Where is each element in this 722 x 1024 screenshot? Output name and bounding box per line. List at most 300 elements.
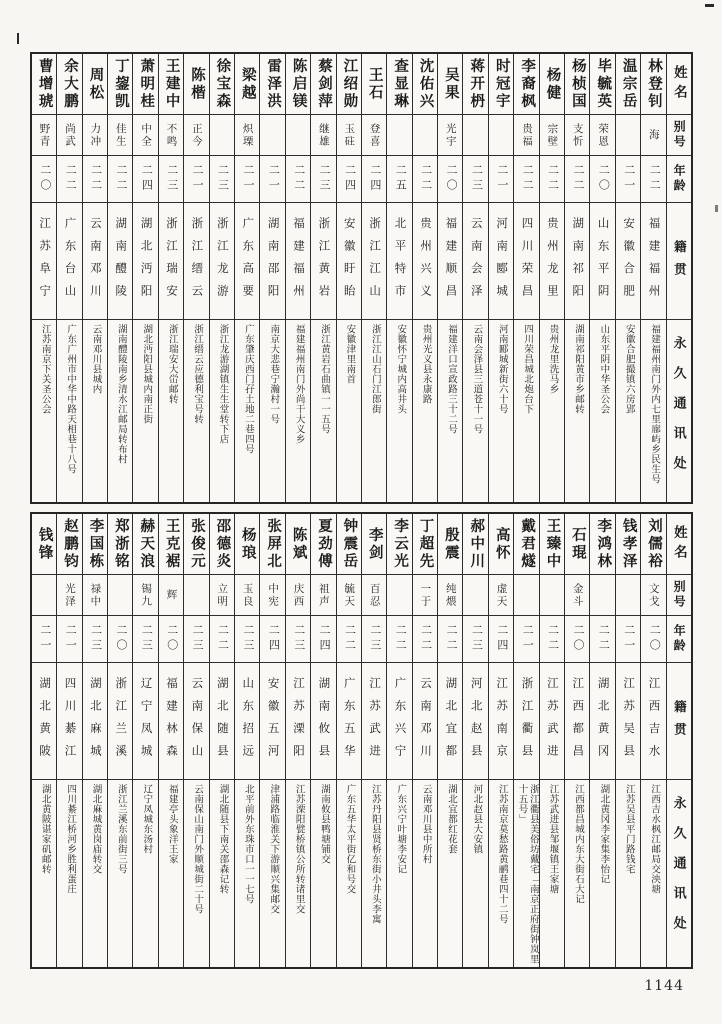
person-alias: 立明 xyxy=(210,575,234,616)
person-column xyxy=(107,514,132,967)
person-column xyxy=(132,514,157,967)
person-column xyxy=(82,514,107,967)
person-alias: 文戈 xyxy=(641,575,665,616)
person-native: 江苏武进 xyxy=(540,663,564,780)
person-column xyxy=(107,54,132,502)
person-alias: 宗壁 xyxy=(540,115,564,156)
person-address: 江苏南京莫愁路黄鹂巷四十二号 xyxy=(496,784,507,924)
person-column xyxy=(412,514,437,967)
person-column xyxy=(462,514,487,967)
person-column xyxy=(386,54,411,502)
person-column xyxy=(56,514,81,967)
person-native: 贵州兴义 xyxy=(413,203,437,320)
person-native: 福建顺昌 xyxy=(438,203,462,320)
person-alias xyxy=(210,115,234,156)
person-native: 浙江龙游 xyxy=(210,203,234,320)
person-alias: 炽瑮 xyxy=(235,115,259,156)
person-age: 二四 xyxy=(362,156,386,203)
person-column xyxy=(158,514,183,967)
person-column xyxy=(615,514,640,967)
person-alias: 庆西 xyxy=(286,575,310,616)
person-native: 湖北麻城 xyxy=(83,663,107,780)
person-age: 二二 xyxy=(108,156,132,203)
person-address: 福建福州南门外内七里廍屿乡民生号 xyxy=(649,324,660,484)
header-address-label: 永久通讯处 xyxy=(671,336,687,486)
person-column xyxy=(513,514,538,967)
person-column xyxy=(310,54,335,502)
person-name: 陈启镁 xyxy=(286,54,310,115)
person-address: 江苏丹阳县贤桥东街小井头李寓 xyxy=(369,784,380,924)
person-native: 湖北沔阳 xyxy=(133,203,157,320)
person-name: 吴果 xyxy=(438,54,462,115)
person-alias xyxy=(540,575,564,616)
directory-table-bottom xyxy=(30,512,693,969)
person-age: 二四 xyxy=(489,616,513,663)
person-age: 二二 xyxy=(387,616,411,663)
person-name: 张俊元 xyxy=(184,514,208,575)
person-age: 二二 xyxy=(438,616,462,663)
person-age: 二二 xyxy=(337,616,361,663)
person-age: 二四 xyxy=(260,616,284,663)
person-address: 安徽怀宁城内高井头 xyxy=(395,324,406,414)
person-name: 李云光 xyxy=(387,514,411,575)
person-native: 浙江瑞安 xyxy=(159,203,183,320)
person-alias: 海 xyxy=(641,115,665,156)
person-column xyxy=(32,514,56,967)
person-age: 二〇 xyxy=(590,156,614,203)
person-name: 钱孝泽 xyxy=(616,514,640,575)
person-alias xyxy=(463,575,487,616)
person-age: 二〇 xyxy=(565,616,589,663)
person-age: 二〇 xyxy=(108,616,132,663)
person-alias: 玉砫 xyxy=(337,115,361,156)
person-age: 二二 xyxy=(83,156,107,203)
person-address: 山东平阴中华圣公会 xyxy=(598,324,609,414)
person-native: 湖北黄陂 xyxy=(32,663,56,780)
person-column xyxy=(640,514,665,967)
person-age: 二二 xyxy=(641,156,665,203)
person-native: 广东兴宁 xyxy=(387,663,411,780)
person-name: 蒋开枬 xyxy=(463,54,487,115)
person-native: 河南郾城 xyxy=(489,203,513,320)
person-column xyxy=(640,54,665,502)
person-address: 福建福州南门外尚干大义乡 xyxy=(293,324,304,444)
person-native: 湖南醴陵 xyxy=(108,203,132,320)
person-alias xyxy=(108,575,132,616)
person-native: 浙江黄岩 xyxy=(311,203,335,320)
person-native: 江西吉水 xyxy=(641,663,665,780)
person-alias: 玉良 xyxy=(235,575,259,616)
person-name: 李裔枫 xyxy=(514,54,538,115)
person-alias: 野青 xyxy=(32,115,56,156)
scan-artifact xyxy=(17,33,19,44)
person-alias xyxy=(260,115,284,156)
person-name: 陈斌 xyxy=(286,514,310,575)
person-native: 北平特市 xyxy=(387,203,411,320)
person-age: 二一 xyxy=(514,616,538,663)
person-name: 王石 xyxy=(362,54,386,115)
person-native: 贵州龙里 xyxy=(540,203,564,320)
person-address: 广东兴宁叶塘李安记 xyxy=(395,784,406,874)
person-name: 邵德炎 xyxy=(210,514,234,575)
person-age: 二二 xyxy=(413,156,437,203)
person-address: 广东五华太平街亿和号交 xyxy=(344,784,355,894)
person-age: 二三 xyxy=(210,156,234,203)
person-alias xyxy=(489,115,513,156)
person-native: 浙江衢县 xyxy=(514,663,538,780)
person-name: 蔡剑萍 xyxy=(311,54,335,115)
person-alias: 虚天 xyxy=(489,575,513,616)
person-address: 云南邓川县中所村 xyxy=(420,784,431,864)
person-alias xyxy=(616,575,640,616)
person-alias: 百忍 xyxy=(362,575,386,616)
person-native: 江苏南京 xyxy=(489,663,513,780)
person-address: 河北赵县大安镇 xyxy=(471,784,482,854)
person-age: 二二 xyxy=(540,156,564,203)
person-column xyxy=(361,54,386,502)
header-native-label: 籍贯 xyxy=(667,203,691,320)
person-name: 丁鋆凯 xyxy=(108,54,132,115)
person-name: 刘儒裕 xyxy=(641,514,665,575)
person-native: 湖南邵阳 xyxy=(260,203,284,320)
person-age: 二一 xyxy=(32,616,56,663)
person-native: 四川荣昌 xyxy=(514,203,538,320)
person-column xyxy=(183,54,208,502)
person-native: 浙江缙云 xyxy=(184,203,208,320)
person-name: 王克裾 xyxy=(159,514,183,575)
person-native: 山东招远 xyxy=(235,663,259,780)
person-name: 温宗岳 xyxy=(616,54,640,115)
person-native: 四川綦江 xyxy=(57,663,81,780)
person-address: 四川綦江桥河乡胜利蛋庄 xyxy=(65,784,76,894)
person-address: 湖南祁阳黄市乡邮转 xyxy=(572,324,583,414)
person-alias: 光宇 xyxy=(438,115,462,156)
person-column xyxy=(412,54,437,502)
person-age: 二三 xyxy=(235,616,259,663)
person-address: 浙江黄岩石曲镇一一五号 xyxy=(319,324,330,434)
person-alias: 锡九 xyxy=(133,575,157,616)
person-name: 戴君燧 xyxy=(514,514,538,575)
person-name: 赫天浪 xyxy=(133,514,157,575)
person-native: 湖南祁阳 xyxy=(565,203,589,320)
person-column xyxy=(209,54,234,502)
person-address: 贵州龙里洗马乡 xyxy=(547,324,558,394)
person-name: 雷泽洪 xyxy=(260,54,284,115)
person-column xyxy=(488,54,513,502)
person-name: 查显琳 xyxy=(387,54,411,115)
person-native: 湖北宜都 xyxy=(438,663,462,780)
person-alias: 禄中 xyxy=(83,575,107,616)
person-address: 湖南攸县鸭塘铺交 xyxy=(319,784,330,864)
person-address: 福建亭头象洋王家 xyxy=(166,784,177,864)
person-address: 安徽合肥撮镇六房郢 xyxy=(623,324,634,414)
header-native-label: 籍贯 xyxy=(667,663,691,780)
person-address: 安徽津里南首 xyxy=(344,324,355,384)
person-address: 湖北随县下南关邵森记转 xyxy=(217,784,228,894)
person-native: 江西都昌 xyxy=(565,663,589,780)
person-column xyxy=(132,54,157,502)
header-alias-label: 别号 xyxy=(667,115,691,156)
person-address: 湖北宜都红花套 xyxy=(445,784,456,854)
person-native: 云南邓川 xyxy=(83,203,107,320)
person-name: 钱锋 xyxy=(32,514,56,575)
person-column xyxy=(285,514,310,967)
person-age: 二二 xyxy=(514,156,538,203)
person-native: 湖北随县 xyxy=(210,663,234,780)
person-age: 二〇 xyxy=(438,156,462,203)
person-address: 江苏南京下关圣公会 xyxy=(39,324,50,414)
person-address: 北平前外东珠市口一一七号 xyxy=(242,784,253,904)
person-address: 浙江兰溪东前街三号 xyxy=(115,784,126,874)
person-age: 二一 xyxy=(260,156,284,203)
person-alias xyxy=(32,575,56,616)
person-column xyxy=(183,514,208,967)
person-age: 二一 xyxy=(489,156,513,203)
person-column xyxy=(259,54,284,502)
person-alias: 祖声 xyxy=(311,575,335,616)
person-age: 二四 xyxy=(311,616,335,663)
person-name: 郑浙铭 xyxy=(108,514,132,575)
person-age: 二二 xyxy=(590,616,614,663)
person-address: 湖北黄冈李家集李怡记 xyxy=(598,784,609,884)
person-alias: 支忻 xyxy=(565,115,589,156)
person-native: 云南保山 xyxy=(184,663,208,780)
person-native: 安徽盱眙 xyxy=(337,203,361,320)
person-address: 广东肇庆西门孖土地二巷四号 xyxy=(242,324,253,454)
person-age: 二〇 xyxy=(32,156,56,203)
person-name: 张屏北 xyxy=(260,514,284,575)
person-age: 二三 xyxy=(184,616,208,663)
person-address: 四川荣昌城北炮台下 xyxy=(522,324,533,414)
person-address: 江苏溧阳甓桥镇公所转诸里交 xyxy=(293,784,304,914)
person-column xyxy=(32,54,56,502)
person-name: 郝中川 xyxy=(463,514,487,575)
person-column xyxy=(259,514,284,967)
person-name: 赵鹏钧 xyxy=(57,514,81,575)
person-address: 湖北麻城黄岗庙转交 xyxy=(90,784,101,874)
person-column xyxy=(564,54,589,502)
person-name: 钟震岳 xyxy=(337,514,361,575)
person-address: 浙江衢县美俗坊戴宅「南京正府街钟岚里十五号」 xyxy=(516,784,538,964)
person-age: 二四 xyxy=(337,156,361,203)
person-name: 夏劲傅 xyxy=(311,514,335,575)
person-age: 二〇 xyxy=(641,616,665,663)
person-column xyxy=(589,514,614,967)
person-address: 浙江缙云应德利宝号转 xyxy=(192,324,203,424)
person-alias: 金斗 xyxy=(565,575,589,616)
person-address: 浙江龙游湖镇生生堂转下店 xyxy=(217,324,228,444)
person-address: 江苏武进县邹堰镇王家塘 xyxy=(547,784,558,894)
person-alias: 继雄 xyxy=(311,115,335,156)
person-column xyxy=(564,514,589,967)
person-native: 浙江江山 xyxy=(362,203,386,320)
person-age: 二一 xyxy=(57,616,81,663)
person-column xyxy=(513,54,538,502)
person-column xyxy=(336,54,361,502)
person-address: 湖北沔阳县城内南正街 xyxy=(141,324,152,424)
person-alias: 辉 xyxy=(159,575,183,616)
person-native: 江苏武进 xyxy=(362,663,386,780)
person-age: 二三 xyxy=(362,616,386,663)
person-alias xyxy=(463,115,487,156)
person-native: 浙江兰溪 xyxy=(108,663,132,780)
header-alias-label: 别号 xyxy=(667,575,691,616)
person-age: 二四 xyxy=(133,156,157,203)
person-address: 湖北黄陂谌家矶邮转 xyxy=(39,784,50,874)
person-column xyxy=(589,54,614,502)
person-name: 丁超先 xyxy=(413,514,437,575)
person-address: 浙江瑞安大峃邮转 xyxy=(166,324,177,404)
person-native: 安徽五河 xyxy=(260,663,284,780)
person-native: 云南邓川 xyxy=(413,663,437,780)
person-name: 杨桢国 xyxy=(565,54,589,115)
person-native: 山东平阴 xyxy=(590,203,614,320)
person-name: 李国栋 xyxy=(83,514,107,575)
person-column xyxy=(539,54,564,502)
header-name-label: 姓名 xyxy=(667,54,691,115)
person-address: 广东广州市中华中路天相巷十八号 xyxy=(65,324,76,474)
person-name: 沈佑兴 xyxy=(413,54,437,115)
person-alias xyxy=(387,575,411,616)
person-native: 广东五华 xyxy=(337,663,361,780)
person-name: 江绍勋 xyxy=(337,54,361,115)
person-column xyxy=(462,54,487,502)
person-address: 河南郾城新街六十号 xyxy=(496,324,507,414)
person-address: 贵州光义县永康路 xyxy=(420,324,431,404)
person-native: 江苏吴县 xyxy=(616,663,640,780)
person-name: 殷震 xyxy=(438,514,462,575)
page-number: 1144 xyxy=(644,978,684,994)
person-alias xyxy=(590,575,614,616)
person-column xyxy=(539,514,564,967)
person-alias: 中宪 xyxy=(260,575,284,616)
person-name: 余大鹏 xyxy=(57,54,81,115)
directory-table-top xyxy=(30,52,693,504)
person-alias: 毓天 xyxy=(337,575,361,616)
person-address: 江西吉水枫江邮局交泱塘 xyxy=(649,784,660,894)
person-column xyxy=(361,514,386,967)
person-alias: 正今 xyxy=(184,115,208,156)
person-address: 福建洋口宣政路三十二号 xyxy=(445,324,456,434)
person-name: 石琨 xyxy=(565,514,589,575)
person-column xyxy=(437,54,462,502)
person-native: 福建福州 xyxy=(641,203,665,320)
person-alias xyxy=(387,115,411,156)
person-column xyxy=(158,54,183,502)
person-column xyxy=(82,54,107,502)
person-native: 河北赵县 xyxy=(463,663,487,780)
person-alias: 登喜 xyxy=(362,115,386,156)
person-alias xyxy=(514,575,538,616)
person-name: 陈楷 xyxy=(184,54,208,115)
person-native: 广东台山 xyxy=(57,203,81,320)
person-address: 云南会泽县三道苍十一号 xyxy=(471,324,482,434)
person-column xyxy=(234,514,259,967)
person-age: 二二 xyxy=(565,156,589,203)
person-alias: 荣恩 xyxy=(590,115,614,156)
person-native: 福建福州 xyxy=(286,203,310,320)
person-name: 李剑 xyxy=(362,514,386,575)
person-age: 二三 xyxy=(463,156,487,203)
person-age: 二三 xyxy=(159,156,183,203)
person-alias: 不鸣 xyxy=(159,115,183,156)
person-alias: 佳生 xyxy=(108,115,132,156)
person-name: 王臻中 xyxy=(540,514,564,575)
person-age: 二二 xyxy=(413,616,437,663)
person-name: 时冠宇 xyxy=(489,54,513,115)
header-column xyxy=(666,514,691,967)
person-age: 二三 xyxy=(463,616,487,663)
person-name: 杨健 xyxy=(540,54,564,115)
person-name: 杨琅 xyxy=(235,514,259,575)
person-age: 二一 xyxy=(616,616,640,663)
person-alias: 中全 xyxy=(133,115,157,156)
person-alias xyxy=(184,575,208,616)
person-column xyxy=(310,514,335,967)
person-alias: 力冲 xyxy=(83,115,107,156)
header-address-label: 永久通讯处 xyxy=(671,796,687,946)
person-name: 周松 xyxy=(83,54,107,115)
person-alias: 尚武 xyxy=(57,115,81,156)
person-native: 江苏溧阳 xyxy=(286,663,310,780)
person-address: 津浦路临淮关下游顺兴集邮交 xyxy=(268,784,279,914)
person-name: 高怀 xyxy=(489,514,513,575)
person-address: 云南邓川县城内 xyxy=(90,324,101,394)
person-age: 二五 xyxy=(387,156,411,203)
person-age: 二三 xyxy=(286,616,310,663)
person-age: 二二 xyxy=(286,156,310,203)
person-alias: 贵福 xyxy=(514,115,538,156)
person-address: 辽宁凤城东汤村 xyxy=(141,784,152,854)
person-address: 江苏吴县平门路钱宅 xyxy=(623,784,634,874)
header-name-label: 姓名 xyxy=(667,514,691,575)
person-age: 二二 xyxy=(540,616,564,663)
person-alias xyxy=(286,115,310,156)
person-age: 二〇 xyxy=(159,616,183,663)
person-age: 二三 xyxy=(311,156,335,203)
person-name: 梁越 xyxy=(235,54,259,115)
person-address: 云南保山南门外顺城街二十号 xyxy=(192,784,203,914)
person-native: 安徽合肥 xyxy=(616,203,640,320)
person-column xyxy=(336,514,361,967)
person-name: 萧明桂 xyxy=(133,54,157,115)
scan-artifact xyxy=(715,205,718,212)
person-column xyxy=(285,54,310,502)
person-address: 浙江江山石门江郎街 xyxy=(369,324,380,414)
person-native: 广东高要 xyxy=(235,203,259,320)
scan-artifact xyxy=(705,4,714,7)
person-address: 江西都昌城内东大街石大记 xyxy=(572,784,583,904)
person-native: 云南会泽 xyxy=(463,203,487,320)
person-age: 二二 xyxy=(57,156,81,203)
person-native: 福建林森 xyxy=(159,663,183,780)
person-name: 曹增琥 xyxy=(32,54,56,115)
person-name: 徐宝森 xyxy=(210,54,234,115)
person-name: 李鸿林 xyxy=(590,514,614,575)
person-native: 湖南攸县 xyxy=(311,663,335,780)
person-column xyxy=(437,514,462,967)
person-column xyxy=(488,514,513,967)
header-column xyxy=(666,54,691,502)
person-age: 二三 xyxy=(83,616,107,663)
person-column xyxy=(615,54,640,502)
person-alias: 光泽 xyxy=(57,575,81,616)
person-native: 江苏阜宁 xyxy=(32,203,56,320)
header-age-label: 年龄 xyxy=(667,616,691,663)
person-native: 辽宁凤城 xyxy=(133,663,157,780)
person-column xyxy=(56,54,81,502)
person-age: 二三 xyxy=(133,616,157,663)
